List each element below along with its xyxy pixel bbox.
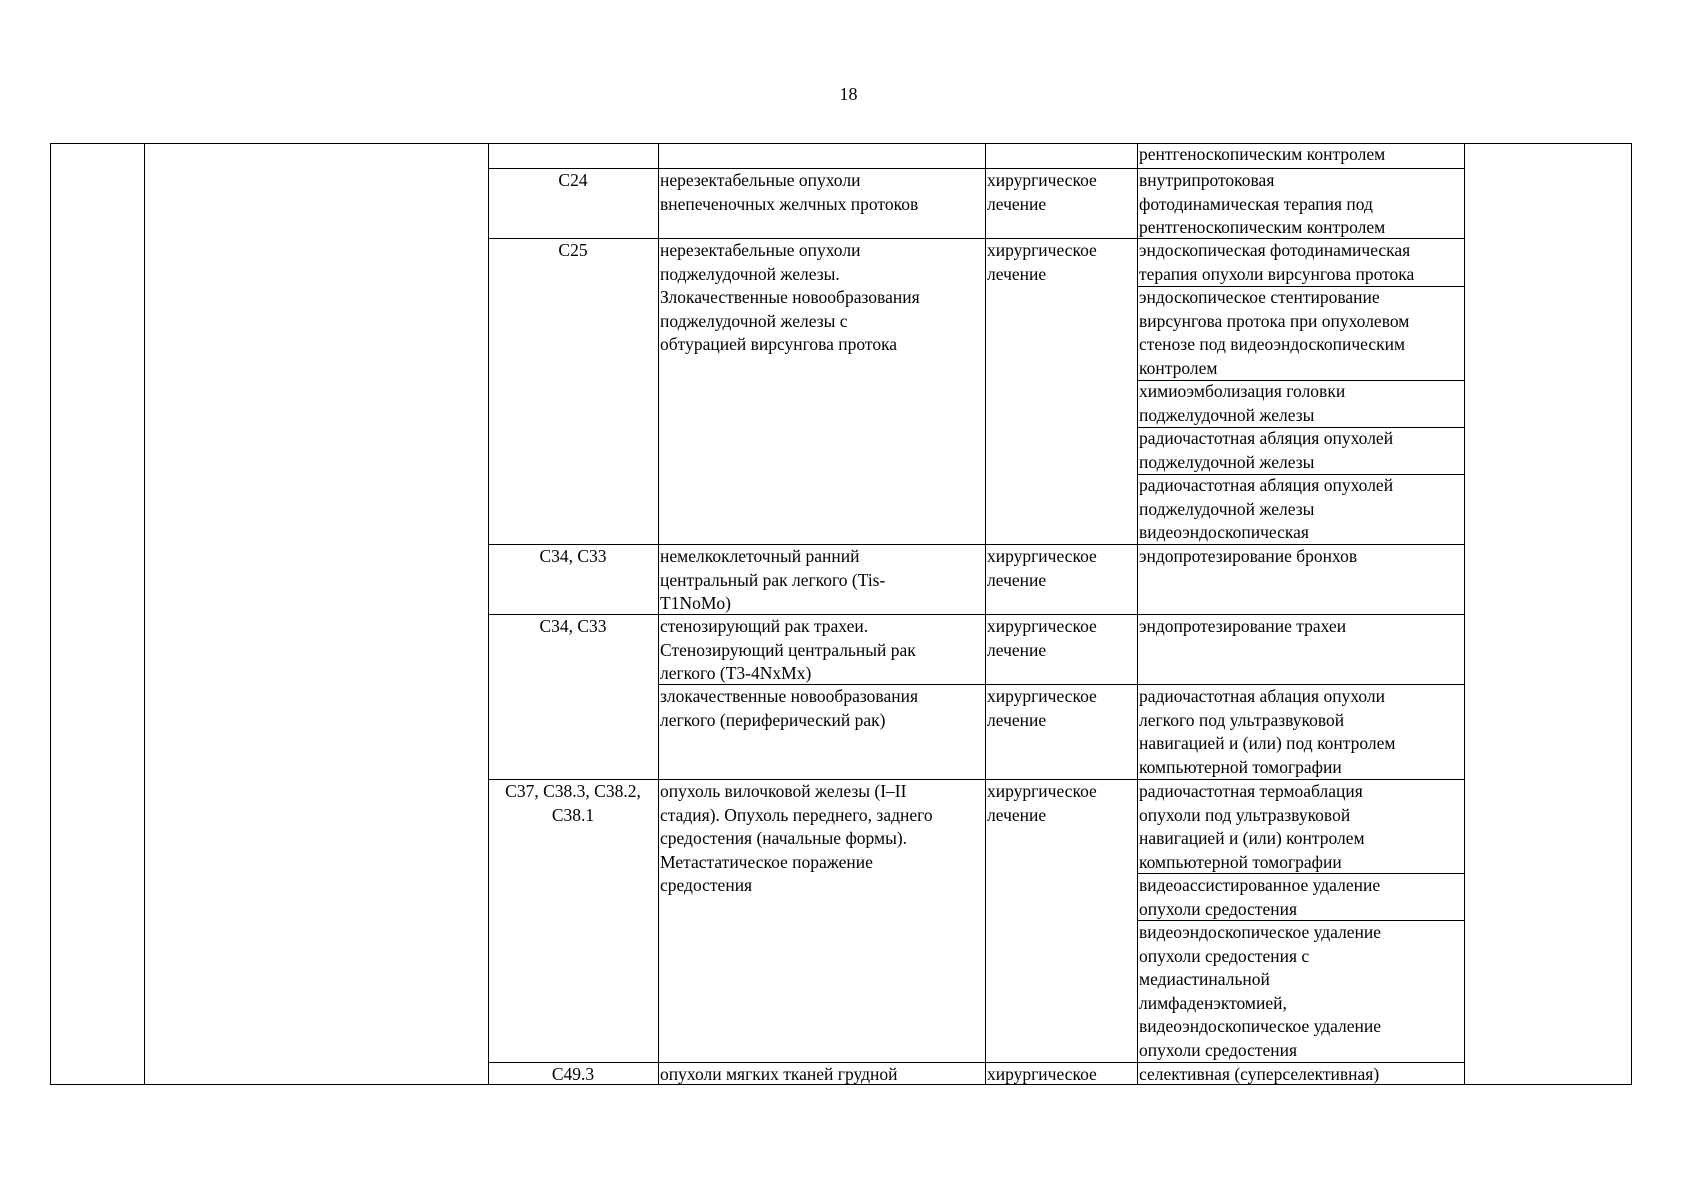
method-cell: радиочастотная абляция опухолей поджелудочной железы видеоэндоскопическая: [1139, 475, 1394, 542]
treatment-type-cell: хирургическое лечение: [987, 546, 1097, 590]
diagnosis-cell: нерезектабельные опухоли поджелудочной железы. Злокачественные новообразования поджелудочной железы с обтурацией вирсунгова протока: [660, 240, 920, 354]
diagnosis-code-cell: C37, C38.3, C38.2, C38.1: [505, 781, 641, 825]
method-cell: эндоскопическая фотодинамическая терапия опухоли вирсунгова протока: [1139, 240, 1415, 284]
method-cell: радиочастотная термоаблация опухоли под ультразвуковой навигацией и (или) контролем компьютерной томографии: [1139, 781, 1365, 872]
treatment-type-cell: хирургическое лечение: [987, 781, 1097, 825]
diagnosis-cell: опухоль вилочковой железы (I–II стадия). Опухоль переднего, заднего средостения (начальные формы). Метастатическое поражение средостения: [660, 781, 933, 895]
medical-procedures-table: [50, 143, 1632, 1085]
diagnosis-code-cell: C24: [558, 170, 588, 190]
diagnosis-cell: стенозирующий рак трахеи. Стенозирующий центральный рак легкого (T3-4NxMx): [660, 616, 916, 683]
treatment-type-cell: хирургическое лечение: [987, 170, 1097, 214]
method-cell: эндопротезирование трахеи: [1139, 616, 1347, 636]
method-cell: радиочастотная аблация опухоли легкого под ультразвуковой навигацией и (или) под контролем компьютерной томографии: [1139, 686, 1396, 777]
method-cell: внутрипротоковая фотодинамическая терапия под рентгеноскопическим контролем: [1139, 170, 1386, 237]
treatment-type-cell: хирургическое лечение: [987, 686, 1097, 730]
diagnosis-cell: опухоли мягких тканей грудной: [660, 1064, 898, 1084]
method-cell: химиоэмболизация головки поджелудочной железы: [1139, 381, 1346, 425]
treatment-type-cell: хирургическое лечение: [987, 616, 1097, 660]
diagnosis-cell: нерезектабельные опухоли внепеченочных желчных протоков: [660, 170, 919, 214]
method-cell: эндоскопическое стентирование вирсунгова протока при опухолевом стенозе под видеоэндоскопическим контролем: [1139, 287, 1410, 378]
column-divider: [144, 144, 145, 1084]
method-cell: видеоассистированное удаление опухоли средостения: [1139, 875, 1381, 919]
method-cell: радиочастотная абляция опухолей поджелудочной железы: [1139, 428, 1394, 472]
method-cell: рентгеноскопическим контролем: [1139, 144, 1386, 164]
method-cell: видеоэндоскопическое удаление опухоли средостения с медиастинальной лимфаденэктомией, видеоэндоскопическое удаление опухоли средостения: [1139, 922, 1382, 1060]
diagnosis-cell: злокачественные новообразования легкого (периферический рак): [660, 686, 918, 730]
diagnosis-code-cell: C49.3: [551, 1064, 595, 1084]
diagnosis-code-cell: C25: [558, 240, 588, 260]
diagnosis-code-cell: C34, C33: [539, 616, 607, 636]
method-cell: эндопротезирование бронхов: [1139, 546, 1358, 566]
page-number: 18: [839, 84, 858, 104]
column-divider: [1464, 144, 1465, 1084]
treatment-type-cell: хирургическое: [987, 1064, 1097, 1084]
treatment-type-cell: хирургическое лечение: [987, 240, 1097, 284]
diagnosis-cell: немелкоклеточный ранний центральный рак легкого (Tis- T1NoMo): [660, 546, 886, 613]
diagnosis-code-cell: C34, C33: [539, 546, 607, 566]
method-cell: селективная (суперселективная): [1139, 1064, 1380, 1084]
